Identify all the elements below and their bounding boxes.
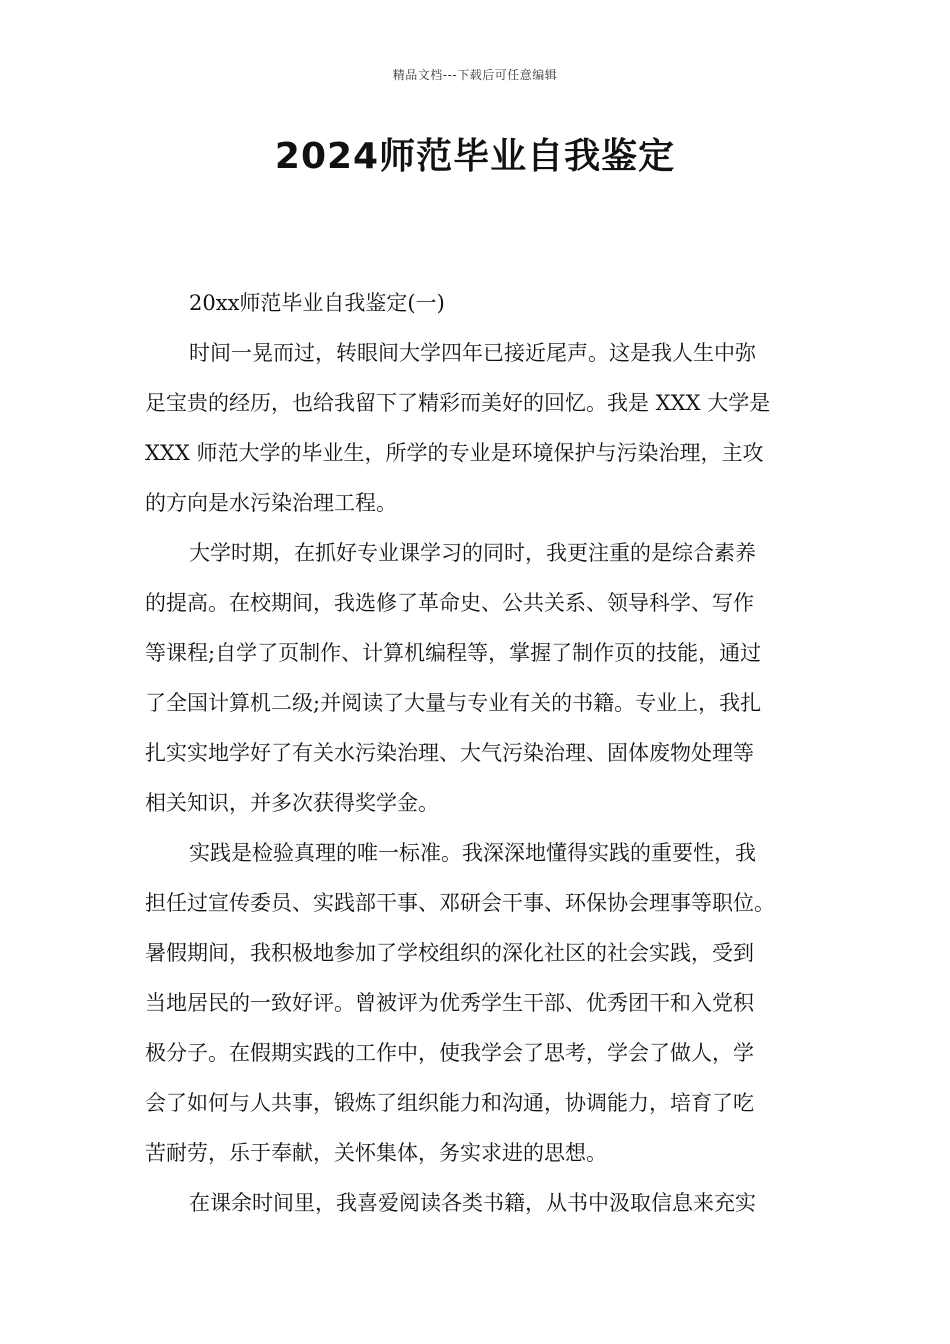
paragraph [145,1178,813,1228]
paragraph-line: 暑假期间，我积极地参加了学校组织的深化社区的社会实践，受到 [145,941,754,965]
header-note: 精品文档---下载后可任意编辑 [392,68,558,82]
paragraph-line: 大学时期，在抓好专业课学习的同时，我更注重的是综合素养 [189,541,756,565]
paragraph-line: 的方向是水污染治理工程。 [145,491,397,515]
paragraph-line: 苦耐劳，乐于奉献，关怀集体，务实求进的思想。 [145,1141,607,1165]
document-body [145,278,813,1228]
paragraph-line: XXX 师范大学的毕业生，所学的专业是环境保护与污染治理，主攻 [145,441,764,465]
paragraph-line: 等课程;自学了页制作、计算机编程等，掌握了制作页的技能，通过 [145,641,762,665]
section-title: 20xx师范毕业自我鉴定(一) [189,291,445,315]
paragraph-line: 的提高。在校期间，我选修了革命史、公共关系、领导科学、写作 [145,591,754,615]
paragraph-line: 了全国计算机二级;并阅读了大量与专业有关的书籍。专业上，我扎 [145,691,762,715]
paragraph-line: 极分子。在假期实践的工作中，使我学会了思考，学会了做人，学 [145,1041,754,1065]
paragraph-line: 足宝贵的经历，也给我留下了精彩而美好的回忆。我是 XXX 大学是 [145,391,771,415]
paragraph-line: 实践是检验真理的唯一标准。我深深地懂得实践的重要性，我 [189,841,756,865]
paragraph [145,328,813,528]
paragraph-line: 相关知识，并多次获得奖学金。 [145,791,439,815]
paragraph [145,528,813,828]
paragraph-line: 在课余时间里，我喜爱阅读各类书籍，从书中汲取信息来充实 [189,1191,756,1215]
paragraph-line: 担任过宣传委员、实践部干事、邓研会干事、环保协会理事等职位。 [145,891,775,915]
paragraph-line: 时间一晃而过，转眼间大学四年已接近尾声。这是我人生中弥 [189,341,756,365]
paragraph-line: 扎实实地学好了有关水污染治理、大气污染治理、固体废物处理等 [145,741,754,765]
document-title: 2024师范毕业自我鉴定 [274,136,676,177]
paragraph-line: 会了如何与人共事，锻炼了组织能力和沟通，协调能力，培育了吃 [145,1091,754,1115]
paragraph-line: 当地居民的一致好评。曾被评为优秀学生干部、优秀团干和入党积 [145,991,754,1015]
paragraph [145,828,813,1178]
